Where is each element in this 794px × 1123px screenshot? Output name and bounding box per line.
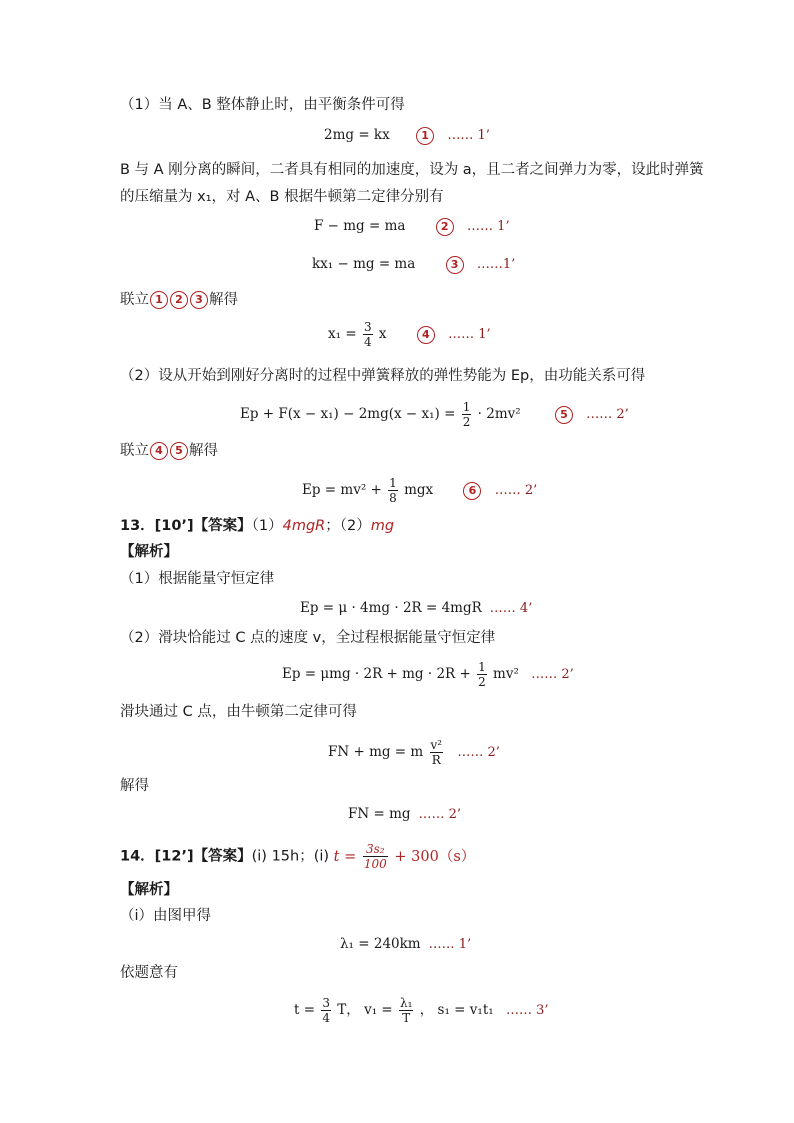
text-line: 解得 (120, 778, 149, 794)
equation-8: Ep = μmg · 2R + mg · 2R + $\frac{1}{2}$ mv² …… 2’ (282, 660, 574, 689)
equation-9: FN + mg = m $\frac{\text{v²}}{R}$ …… 2’ (328, 738, 500, 767)
equation-number: 2 (170, 291, 188, 309)
score-points: …… 1’ (448, 327, 491, 342)
text-line: （i）由图甲得 (120, 908, 212, 924)
text-line: （1）根据能量守恒定律 (120, 571, 275, 587)
score-points: …… 2’ (457, 745, 500, 760)
equation-number: 1 (416, 127, 434, 145)
equation-10: FN = mg …… 2’ (348, 806, 462, 822)
text-line: （2）设从开始到刚好分离时的过程中弹簧释放的弹性势能为 Ep，由功能关系可得 (120, 368, 646, 384)
equation-1 (324, 125, 490, 146)
score-points: …… 1’ (428, 937, 472, 952)
text-line: 依题意有 (120, 965, 178, 981)
equation-2 (314, 216, 510, 237)
equation-12: t = $\frac{3}{4}$ T， v₁ = $\frac{\text{λ₁}}{T}$ ， s₁ = v₁t₁ …… 3’ (294, 996, 549, 1025)
score-points: ……1’ (476, 257, 516, 272)
score-points: …… 3’ (505, 1003, 549, 1018)
equation-text: kx₁ − mg = ma (312, 256, 416, 272)
score-points: …… 1’ (467, 219, 510, 234)
equation-5: Ep + F(x − x₁) − 2mg(x − x₁) = $\frac{1}{2}$ · 2mv² 5 …… 2’ (240, 400, 629, 429)
analysis-heading: 【解析】 (120, 544, 178, 560)
score-points: …… 2’ (494, 483, 538, 498)
equation-4: x₁ = $\frac{3}{4}$ x 4 …… 1’ (328, 320, 491, 349)
equation-11: λ₁ = 240km …… 1’ (340, 936, 472, 952)
score-points: …… 2’ (531, 667, 574, 682)
score-points: …… 2’ (418, 807, 462, 822)
equation-3 (312, 254, 515, 275)
equation-number: 6 (463, 482, 481, 500)
equation-number: 4 (417, 326, 435, 344)
equation-number: 5 (170, 442, 188, 460)
equation-number: 3 (446, 256, 464, 274)
equation-text: 2mg = kx (324, 127, 390, 143)
equation-number: 3 (190, 291, 208, 309)
text-line: （1）当 A、B 整体静止时，由平衡条件可得 (120, 97, 405, 113)
text-line: B 与 A 刚分离的瞬间，二者具有相同的加速度，设为 a，且二者之间弹力为零，设此时弹簧 (120, 162, 704, 178)
equation-number: 1 (150, 291, 168, 309)
score-points: …… 1’ (447, 128, 490, 143)
question-13-answer: 13．[10’]【答案】（1）4mgR；（2）mg (120, 518, 395, 534)
text-line: 滑块通过 C 点，由牛顿第二定律可得 (120, 704, 357, 720)
analysis-heading: 【解析】 (120, 882, 178, 898)
equation-number: 4 (150, 442, 168, 460)
equation-7: Ep = μ · 4mg · 2R = 4mgR …… 4’ (300, 600, 533, 616)
equation-6: Ep = mv² + $\frac{1}{8}$ mgx 6 …… 2’ (302, 476, 538, 505)
score-points: …… 4’ (489, 601, 533, 616)
question-14-answer: 14．[12’]【答案】(i) 15h；(i) t = $\frac{\text{3s₂}}{100}$ + 300（s） (120, 842, 476, 871)
text-line-combine: 联立 1 2 3 解得 (120, 292, 238, 308)
equation-number: 2 (436, 218, 454, 236)
score-points: …… 2’ (586, 407, 629, 422)
equation-text: F − mg = ma (314, 218, 406, 234)
text-line: （2）滑块恰能过 C 点的速度 v，全过程根据能量守恒定律 (120, 630, 496, 646)
text-line-combine: 联立 4 5 解得 (120, 443, 218, 459)
equation-number: 5 (555, 406, 573, 424)
text-line: 的压缩量为 x₁，对 A、B 根据牛顿第二定律分别有 (120, 189, 444, 205)
